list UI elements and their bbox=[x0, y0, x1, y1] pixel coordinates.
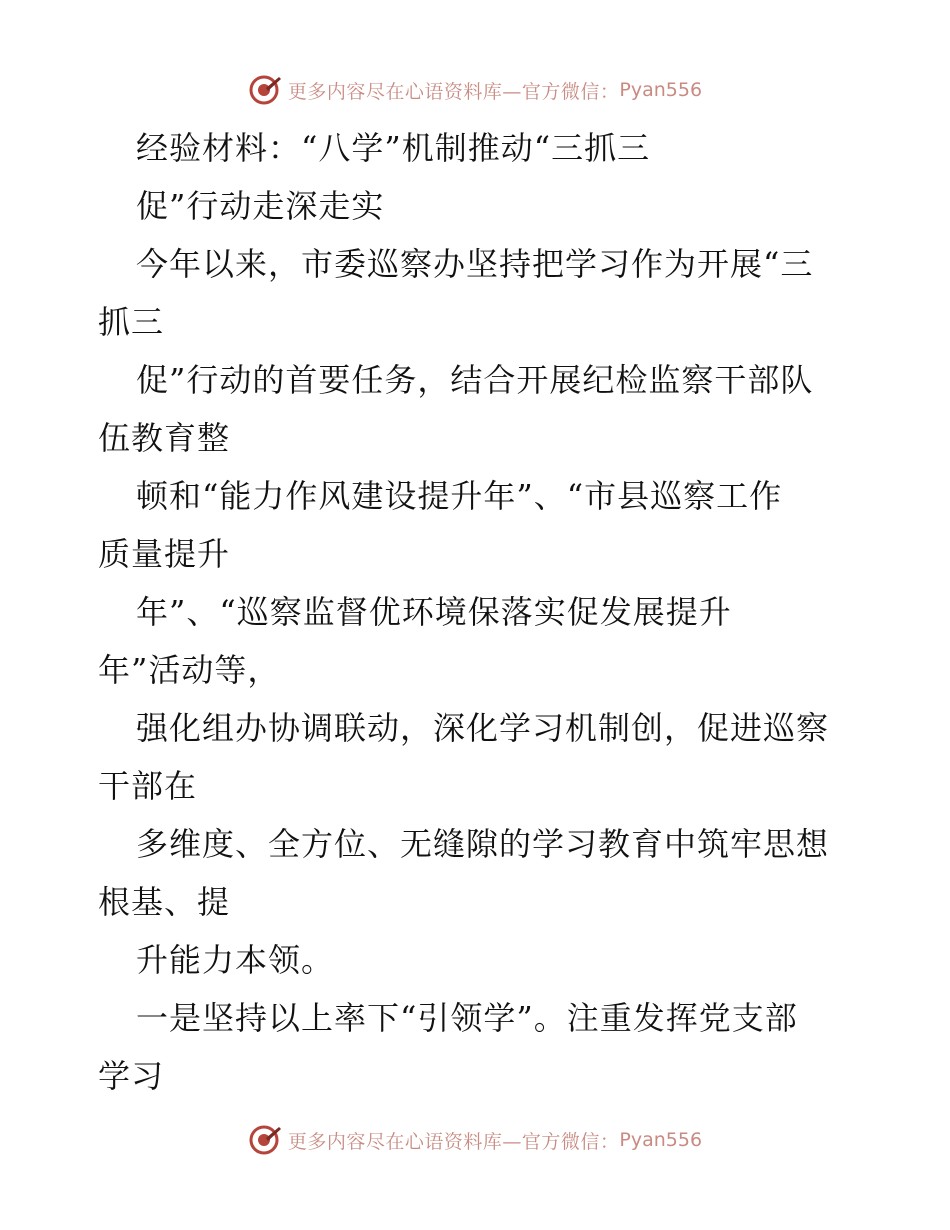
paragraph-line: 强化组办协调联动，深化学习机制创，促进巡察 bbox=[136, 709, 830, 747]
title-line-2: 促”行动走深走实 bbox=[136, 187, 385, 225]
paragraph-line: 一是坚持以上率下“引领学”。注重发挥党支部 bbox=[136, 999, 798, 1037]
paragraph-line: 抓三 bbox=[98, 303, 165, 341]
pen-logo-icon bbox=[248, 73, 282, 107]
paragraph-line: 多维度、全方位、无缝隙的学习教育中筑牢思想 bbox=[136, 825, 830, 863]
document-body bbox=[98, 119, 858, 1105]
paragraph-line: 质量提升 bbox=[98, 535, 231, 573]
paragraph-line: 顿和“能力作风建设提升年”、“市县巡察工作 bbox=[136, 477, 783, 515]
wechat-id: Pyan556 bbox=[619, 1129, 703, 1151]
banner-text: 更多内容尽在心语资料库—官方微信： bbox=[287, 1130, 620, 1153]
footer-watermark-banner bbox=[0, 1120, 950, 1160]
paragraph-line: 今年以来，市委巡察办坚持把学习作为开展“三 bbox=[136, 245, 814, 283]
paragraph-line: 伍教育整 bbox=[98, 419, 231, 457]
title-line-1: 经验材料：“八学”机制推动“三抓三 bbox=[136, 129, 651, 167]
paragraph-line: 年”、“巡察监督优环境保落实促发展提升 bbox=[136, 593, 732, 631]
banner-text: 更多内容尽在心语资料库—官方微信： bbox=[287, 80, 620, 103]
paragraph-line: 年”活动等， bbox=[98, 651, 281, 689]
header-watermark-banner bbox=[0, 70, 950, 110]
paragraph-line: 干部在 bbox=[98, 767, 198, 805]
pen-logo-icon bbox=[248, 1123, 282, 1157]
paragraph-line: 升能力本领。 bbox=[136, 941, 335, 979]
wechat-id: Pyan556 bbox=[619, 79, 703, 101]
paragraph-line: 根基、提 bbox=[98, 883, 231, 921]
paragraph-line: 学习 bbox=[98, 1057, 165, 1095]
paragraph-line: 促”行动的首要任务，结合开展纪检监察干部队 bbox=[136, 361, 814, 399]
